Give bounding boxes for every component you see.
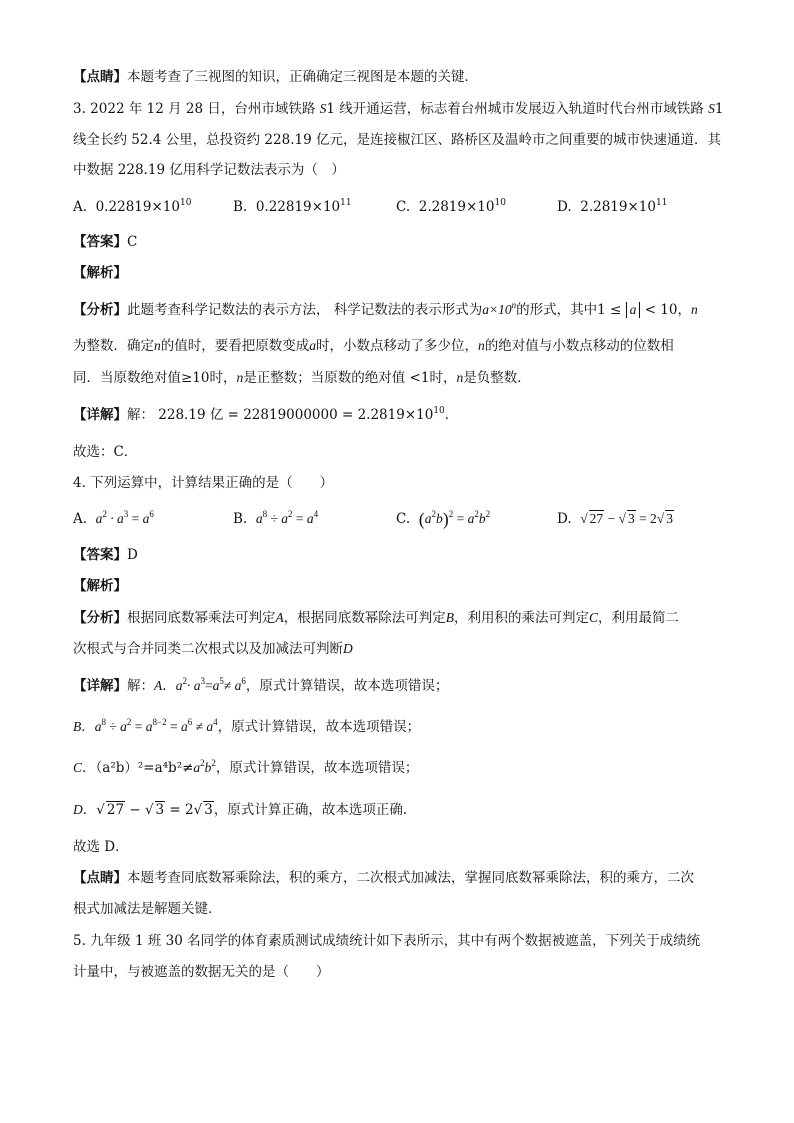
option-value: 0.22819×10 xyxy=(255,199,341,215)
detail-exponent: 10 xyxy=(433,406,445,416)
q4-analysis-heading: 【解析】 xyxy=(73,578,127,594)
text: 是正整数；当原数的绝对值 <1时， xyxy=(243,370,457,386)
variable: D xyxy=(73,802,83,817)
detail-text: 解： 228.19 亿 = 22819000000 = 2.2819×10 xyxy=(127,407,434,423)
option-formula: $a^8 \div a^2 = a^4$ xyxy=(255,509,319,526)
answer-value: C xyxy=(127,234,138,250)
question-5-line-2: 计量中，与被遮盖的数据无关的是（ ） xyxy=(73,964,330,980)
q4-detail-a xyxy=(73,676,448,696)
q4-option-b xyxy=(233,509,318,529)
q3-option-b xyxy=(233,197,352,217)
text: 的绝对值与小数点移动的位数相 xyxy=(484,338,674,354)
q3-option-a xyxy=(73,197,191,217)
analysis-tag: 【分析】 xyxy=(73,610,127,626)
formula: $a^2b^2$ xyxy=(193,758,216,775)
option-exponent: 10 xyxy=(179,198,192,208)
text: ． xyxy=(162,678,176,694)
option-value: 2.2819×10 xyxy=(580,199,656,215)
text: 根据同底数幂乘法可判定 xyxy=(127,610,276,626)
question-3-line-2: 线全长约 52.4 公里，总投资约 228.19 亿元，是连接椒江区、路桥区及温岭市之间重要的城市快速通道．其 xyxy=(73,132,721,148)
formula: $a^2\cdot a^3=a^5\ne a^6$ xyxy=(175,676,246,693)
review-note-q2 xyxy=(73,67,478,87)
option-label: A. xyxy=(73,199,88,215)
variable: A xyxy=(154,678,163,693)
text: 为整数．确定 xyxy=(73,338,154,354)
formula: $a^8 \div a^2 = a^{8-2} = a^6 \ne a^4$ xyxy=(94,717,218,734)
option-exponent: 11 xyxy=(340,198,352,208)
inequality-right: < 10， xyxy=(640,302,691,318)
q3-symbol: S xyxy=(319,101,327,116)
text: ． xyxy=(81,719,95,735)
q4-choice: 故选 D． xyxy=(73,839,129,855)
option-label: B. xyxy=(233,199,248,215)
q4-review-line-1 xyxy=(73,868,694,888)
q4-answer xyxy=(73,545,138,565)
option-exponent: 11 xyxy=(655,198,668,208)
q4-analysis-line-1 xyxy=(73,608,679,628)
option-value: 2.2819×10 xyxy=(418,199,495,215)
text: 的值时，要看把原数变成 xyxy=(160,338,310,354)
review-tag: 【点睛】 xyxy=(73,870,127,886)
formula-exponent: n xyxy=(511,300,517,310)
text: 次根式与合并同类二次根式以及加减法可判断 xyxy=(73,641,343,657)
option-exponent: 10 xyxy=(494,198,506,208)
formula: √ 27 − √ 3 = 2√ 3 xyxy=(96,802,213,818)
q3-answer xyxy=(73,232,137,252)
q3-symbol-2: S xyxy=(708,101,715,116)
option-label: B. xyxy=(233,511,248,527)
answer-tag: 【答案】 xyxy=(73,547,127,563)
detail-tag: 【详解】 xyxy=(73,407,127,423)
formula: a×10 xyxy=(482,302,512,317)
q3-choice: 故选：C． xyxy=(73,444,138,460)
text: 时，小数点移动了多少位， xyxy=(316,338,478,354)
text: ，利用积的乘法可判定 xyxy=(454,610,589,626)
review-tag: 【点睛】 xyxy=(73,69,127,85)
text: ． xyxy=(82,802,97,818)
option-formula: $a^2 \cdot a^3 = a^6$ xyxy=(95,509,154,526)
option-formula: $(a^2b)^2 = a^2b^2$ xyxy=(418,509,491,529)
analysis-tag: 【分析】 xyxy=(73,302,127,318)
variable: D xyxy=(343,641,353,656)
text: ．（a²b）²=a⁴b²≠ xyxy=(82,760,194,776)
q4-analysis-line-2 xyxy=(73,639,353,659)
q3-detail xyxy=(73,405,458,425)
q3-analysis-line-1 xyxy=(73,300,698,320)
review-text: 本题考查了三视图的知识，正确确定三视图是本题的关键． xyxy=(127,69,478,85)
question-3-line-1 xyxy=(73,99,723,119)
review-text: 本题考查同底数幂乘除法，积的乘方，二次根式加减法，掌握同底数幂乘除法，积的乘方，二次 xyxy=(127,870,694,886)
q4-option-a xyxy=(73,509,154,529)
variable: n xyxy=(456,370,464,385)
variable: C xyxy=(73,760,83,775)
option-label: A. xyxy=(73,511,88,527)
text: ，原式计算错误，故本选项错误； xyxy=(215,760,419,776)
answer-value: D xyxy=(127,547,138,563)
variable: n xyxy=(236,370,244,385)
q4-detail-b xyxy=(73,717,420,737)
option-label: D. xyxy=(557,199,572,215)
variable: n xyxy=(690,302,698,317)
q3-text-a: 3. 2022 年 12 月 28 日，台州市域铁路 xyxy=(73,101,320,117)
q3-text-c: 1 xyxy=(714,101,724,117)
q3-analysis-heading: 【解析】 xyxy=(73,265,127,281)
q4-detail-d xyxy=(73,800,416,820)
question-4: 4. 下列运算中，计算结果正确的是（ ） xyxy=(73,475,334,491)
text: ，原式计算错误，故本选项错误； xyxy=(245,678,449,694)
q4-detail-c xyxy=(73,758,418,778)
answer-tag: 【答案】 xyxy=(73,234,127,250)
q4-option-c xyxy=(396,509,490,529)
option-formula: √ 27 − √ 3 = 2√ 3 xyxy=(580,511,673,526)
variable: C xyxy=(589,610,599,625)
q3-analysis-line-3 xyxy=(73,368,531,388)
variable: B xyxy=(445,610,454,625)
variable: A xyxy=(275,610,284,625)
text: 的形式，其中 xyxy=(516,302,598,318)
question-3-line-3: 中数据 228.19 亿用科学记数法表示为（ ） xyxy=(73,162,345,178)
option-label: C. xyxy=(396,199,411,215)
detail-end: ． xyxy=(444,407,459,423)
option-value: 0.22819×10 xyxy=(95,199,180,215)
text: ，原式计算正确，故本选项正确． xyxy=(213,802,417,818)
text: ，原式计算错误，故本选项错误； xyxy=(217,719,421,735)
option-label: C. xyxy=(396,511,411,527)
text: 此题考查科学记数法的表示方法， 科学记数法的表示形式为 xyxy=(127,302,483,318)
text: 解： xyxy=(127,678,154,694)
absolute-value: a xyxy=(626,302,641,318)
q3-text-b: 1 线开通运营，标志着台州城市发展迈入轨道时代台州市域铁路 xyxy=(326,101,709,117)
q4-option-d xyxy=(557,509,674,529)
text: 是负整数． xyxy=(463,370,531,386)
q3-analysis-line-2 xyxy=(73,336,674,356)
variable: n xyxy=(154,338,161,353)
text: ，根据同底数幂除法可判定 xyxy=(283,610,446,626)
detail-tag: 【详解】 xyxy=(73,678,127,694)
q3-option-d xyxy=(557,197,667,217)
variable: n xyxy=(478,338,485,353)
q3-option-c xyxy=(396,197,506,217)
text: ，利用最简二 xyxy=(598,610,680,626)
inequality-left: 1 ≤ xyxy=(597,302,626,318)
option-label: D. xyxy=(557,511,572,527)
q4-review-line-2: 根式加减法是解题关键． xyxy=(73,901,222,917)
text: 同．当原数绝对值≥10时， xyxy=(73,370,237,386)
variable: a xyxy=(309,338,316,353)
variable: B xyxy=(73,719,82,734)
question-5-line-1: 5. 九年级 1 班 30 名同学的体育素质测试成绩统计如下表所示，其中有两个数据被遮盖，下列关于成绩统 xyxy=(73,933,701,949)
